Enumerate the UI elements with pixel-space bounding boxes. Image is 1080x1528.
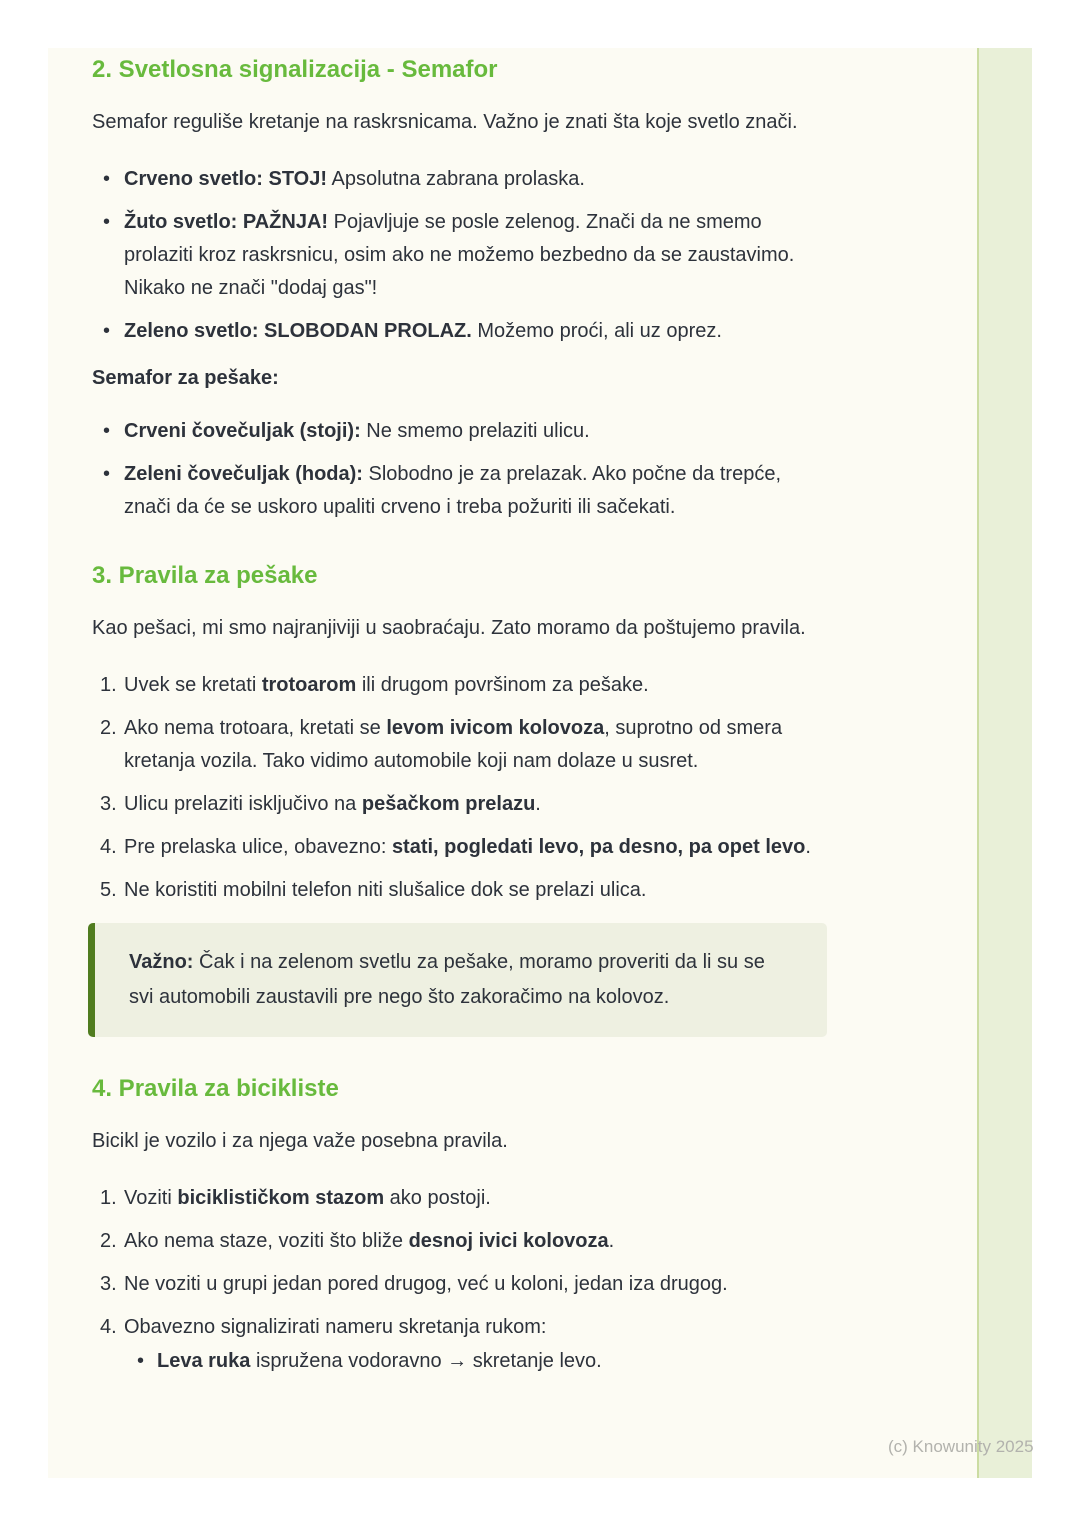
page-margin-stripe	[977, 48, 1032, 1478]
list-item-text	[124, 712, 832, 778]
list-item-text	[124, 1225, 832, 1258]
list-item-bold: pešačkom prelazu	[361, 793, 536, 815]
section-heading-biciklisti: 4. Pravila za bicikliste	[92, 1075, 339, 1102]
number-marker: 2.	[100, 717, 117, 739]
list-item-text	[124, 206, 832, 305]
list-item-rest: Apsolutna zabrana prolaska.	[327, 168, 585, 190]
number-marker: 2.	[100, 1230, 117, 1252]
list-item	[92, 163, 832, 196]
list-item-text	[124, 1311, 832, 1344]
bullet-marker: •	[103, 463, 111, 485]
number-marker: 1.	[100, 1187, 117, 1209]
traffic-light-list	[92, 163, 832, 348]
list-item-text	[124, 831, 832, 864]
callout-lead: Važno:	[129, 951, 194, 973]
list-item-bold: trotoarom	[261, 674, 357, 696]
list-item-bold: biciklističkom stazom	[177, 1187, 385, 1209]
copyright-watermark: (c) Knowunity 2025	[888, 1437, 1034, 1456]
section-intro-semafor: Semafor reguliše kretanje na raskrsnicama. Važno je znati šta koje svetlo znači.	[92, 111, 798, 133]
bullet-marker: •	[103, 168, 111, 190]
list-item	[92, 788, 832, 821]
list-item-pre: Pre prelaska ulice, obavezno:	[124, 836, 392, 858]
list-item	[92, 458, 832, 524]
list-item-text	[124, 458, 832, 524]
bullet-marker: •	[137, 1350, 145, 1372]
list-item-text	[124, 1182, 832, 1215]
list-item-lead: Crveno svetlo: STOJ!	[124, 168, 328, 190]
list-item-pre: Uvek se kretati	[124, 674, 262, 696]
list-item-bold: desnoj ivici kolovoza	[408, 1230, 609, 1252]
list-item-post: .	[535, 793, 541, 815]
list-item-bold: levom ivicom kolovoza	[386, 717, 605, 739]
list-item-pre: Ako nema trotoara, kretati se	[124, 717, 387, 739]
list-item	[92, 1268, 832, 1301]
list-item-post: .	[805, 836, 811, 858]
list-item-nested	[92, 1345, 832, 1378]
list-item	[92, 712, 832, 778]
list-item-post: ili drugom površinom za pešake.	[356, 674, 649, 696]
list-item	[92, 1225, 832, 1258]
bullet-marker: •	[103, 211, 111, 233]
list-item-text	[124, 874, 832, 907]
list-item	[92, 669, 832, 702]
callout-text: Čak i na zelenom svetlu za pešake, moramo proveriti da li su se svi automobili zaustavili pre nego što zakoračimo na kolovoz.	[129, 951, 765, 1008]
list-item-pre: Obavezno signalizirati nameru skretanja rukom:	[124, 1316, 547, 1338]
list-item-pre: Ne koristiti mobilni telefon niti slušalice dok se prelazi ulica.	[124, 879, 647, 901]
list-item-post: ako postoji.	[384, 1187, 491, 1209]
list-item-bold: stati, pogledati levo, pa desno, pa opet levo	[391, 836, 806, 858]
list-item-text	[124, 788, 832, 821]
number-marker: 4.	[100, 1316, 117, 1338]
list-item-rest: ispružena vodoravno → skretanje levo.	[250, 1350, 602, 1372]
section-heading-semafor: 2. Svetlosna signalizacija - Semafor	[92, 56, 498, 83]
list-item-text	[124, 669, 832, 702]
list-item-post: , suprotno od smera kretanja vozila. Tako vidimo automobile koji nam dolaze u susret.	[124, 717, 783, 772]
list-item-text	[124, 315, 832, 348]
list-item-pre: Ako nema staze, voziti što bliže	[124, 1230, 409, 1252]
list-item-rest: Ne smemo prelaziti ulicu.	[360, 420, 590, 442]
list-item-text	[124, 1268, 832, 1301]
list-item-rest: Slobodno je za prelazak. Ako počne da trepće, znači da će se uskoro upaliti crveno i treba požuriti ili sačekati.	[124, 463, 782, 518]
list-item-lead: Žuto svetlo: PAŽNJA!	[124, 211, 329, 233]
list-item-lead: Crveni čovečuljak (stoji):	[124, 420, 361, 442]
list-item-lead: Zeleno svetlo: SLOBODAN PROLAZ.	[124, 320, 472, 342]
section-intro-pesaci: Kao pešaci, mi smo najranjiviji u saobraćaju. Zato moramo da poštujemo pravila.	[92, 617, 806, 639]
number-marker: 4.	[100, 836, 117, 858]
pedestrian-light-list	[92, 415, 832, 524]
list-item-rest: Pojavljuje se posle zelenog. Znači da ne smemo prolaziti kroz raskrsnicu, osim ako ne možemo bezbedno da se zaustavimo. Nikako ne znači "dodaj gas"!	[124, 211, 795, 299]
list-item-lead: Zeleni čovečuljak (hoda):	[124, 463, 363, 485]
section-heading-pesaci: 3. Pravila za pešake	[92, 562, 318, 589]
subheading-semafor-pesaci: Semafor za pešake:	[92, 367, 279, 389]
list-item-text	[157, 1345, 832, 1378]
document-page	[48, 48, 1032, 1478]
list-item	[92, 1311, 832, 1344]
bullet-marker: •	[103, 320, 111, 342]
list-item-pre: Voziti	[124, 1187, 178, 1209]
important-callout	[88, 923, 827, 1037]
section-intro-biciklisti: Bicikl je vozilo i za njega važe posebna pravila.	[92, 1130, 508, 1152]
number-marker: 5.	[100, 879, 117, 901]
list-item	[92, 315, 832, 348]
pedestrian-rules-list	[92, 669, 832, 907]
number-marker: 3.	[100, 793, 117, 815]
number-marker: 1.	[100, 674, 117, 696]
list-item-pre: Ne voziti u grupi jedan pored drugog, već u koloni, jedan iza drugog.	[124, 1273, 728, 1295]
list-item-pre: Ulicu prelaziti isključivo na	[124, 793, 362, 815]
list-item	[92, 1182, 832, 1215]
list-item-lead: Leva ruka	[157, 1350, 251, 1372]
list-item	[92, 831, 832, 864]
list-item-post: .	[608, 1230, 615, 1252]
cyclist-rules-list	[92, 1182, 832, 1378]
page-content	[92, 56, 832, 1388]
number-marker: 3.	[100, 1273, 117, 1295]
list-item	[92, 874, 832, 907]
list-item	[92, 415, 832, 448]
list-item-rest: Možemo proći, ali uz oprez.	[471, 320, 722, 342]
list-item-text	[124, 415, 832, 448]
bullet-marker: •	[103, 420, 111, 442]
list-item-text	[124, 163, 832, 196]
list-item	[92, 206, 832, 305]
